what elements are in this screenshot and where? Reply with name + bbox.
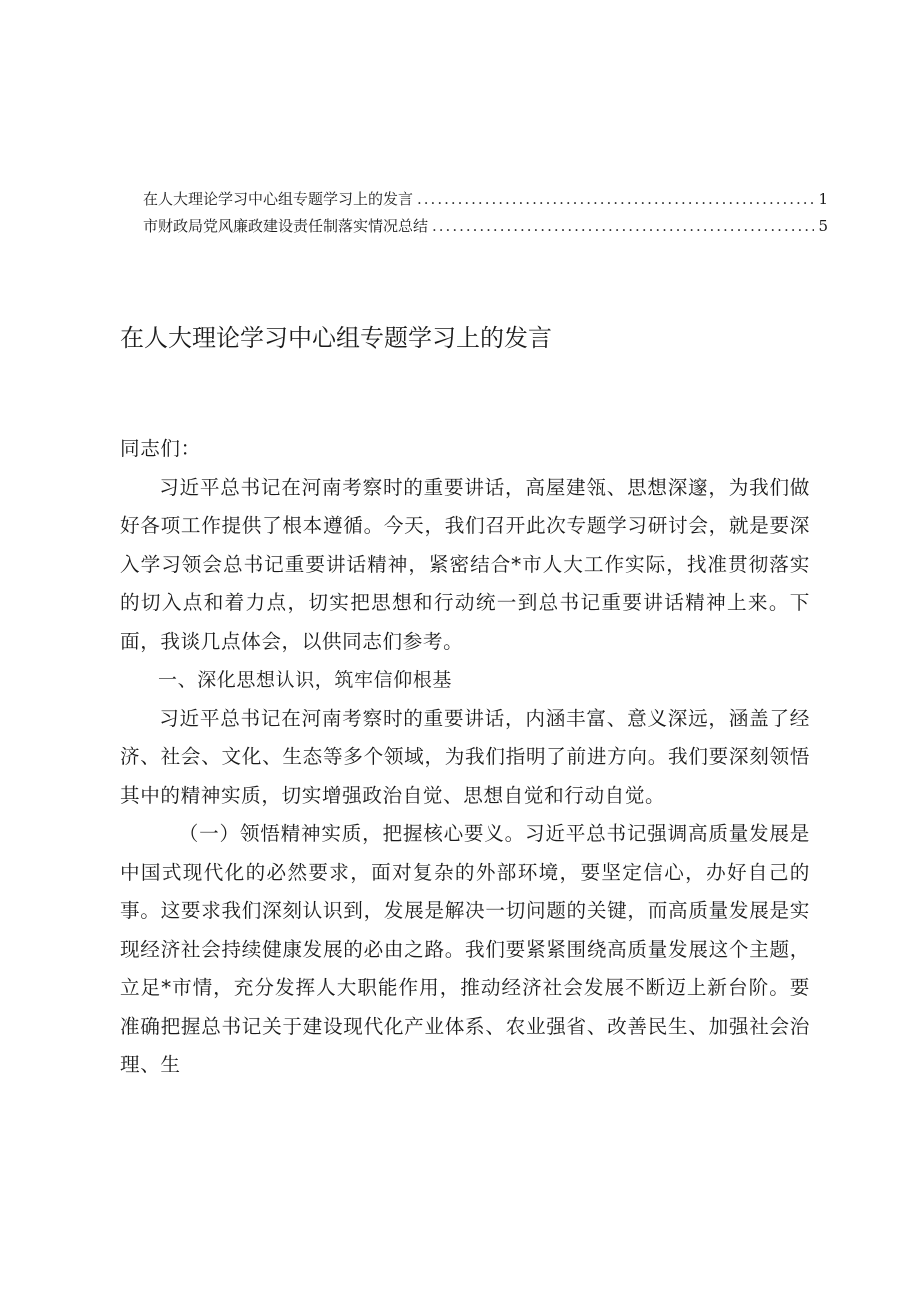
section-paragraph: 习近平总书记在河南考察时的重要讲话，内涵丰富、意义深远，涵盖了经济、社会、文化、生态等多个领域，为我们指明了前进方向。我们要深刻领悟其中的精神实质，切实增强政治自觉、思想自觉和行动自觉。 — [120, 706, 810, 807]
subsection-paragraph: （一）领悟精神实质，把握核心要义。习近平总书记强调高质量发展是中国式现代化的必然要求，面对复杂的外部环境，要坚定信心，办好自己的事。这要求我们深刻认识到，发展是解决一切问题的关键，而高质量发展是实现经济社会持续健康发展的必由之路。我们要紧紧围绕高质量发展这个主题，立足*市情，充分发挥人大职能作用，推动经济社会发展不断迈上新台阶。要准确把握总书记关于建设现代化产业体系、农业强省、改善民生、加强社会治理、生 — [120, 822, 810, 1076]
toc-leader-dots — [432, 213, 814, 240]
toc-entry-title: 在人大理论学习中心组专题学习上的发言 — [143, 190, 414, 208]
toc-entry-page: 5 — [818, 217, 828, 235]
toc-entry-page: 1 — [818, 190, 828, 208]
toc-entry[interactable] — [143, 186, 828, 213]
section-heading: 一、深化思想认识，筑牢信仰根基 — [158, 669, 453, 691]
intro-paragraph: 习近平总书记在河南考察时的重要讲话，高屋建瓴、思想深邃，为我们做好各项工作提供了根本遵循。今天，我们召开此次专题学习研讨会，就是要深入学习领会总书记重要讲话精神，紧密结合*市人大工作实际，找准贯彻落实的切入点和着力点，切实把思想和行动统一到总书记重要讲话精神上来。下面，我谈几点体会，以供同志们参考。 — [120, 475, 810, 653]
toc-entry[interactable] — [143, 213, 828, 240]
document-title: 在人大理论学习中心组专题学习上的发言 — [120, 324, 552, 352]
salutation: 同志们： — [120, 437, 201, 460]
document-body — [120, 430, 810, 1085]
table-of-contents — [143, 186, 828, 240]
toc-entry-title: 市财政局党风廉政建设责任制落实情况总结 — [143, 217, 429, 235]
toc-leader-dots — [417, 186, 814, 213]
